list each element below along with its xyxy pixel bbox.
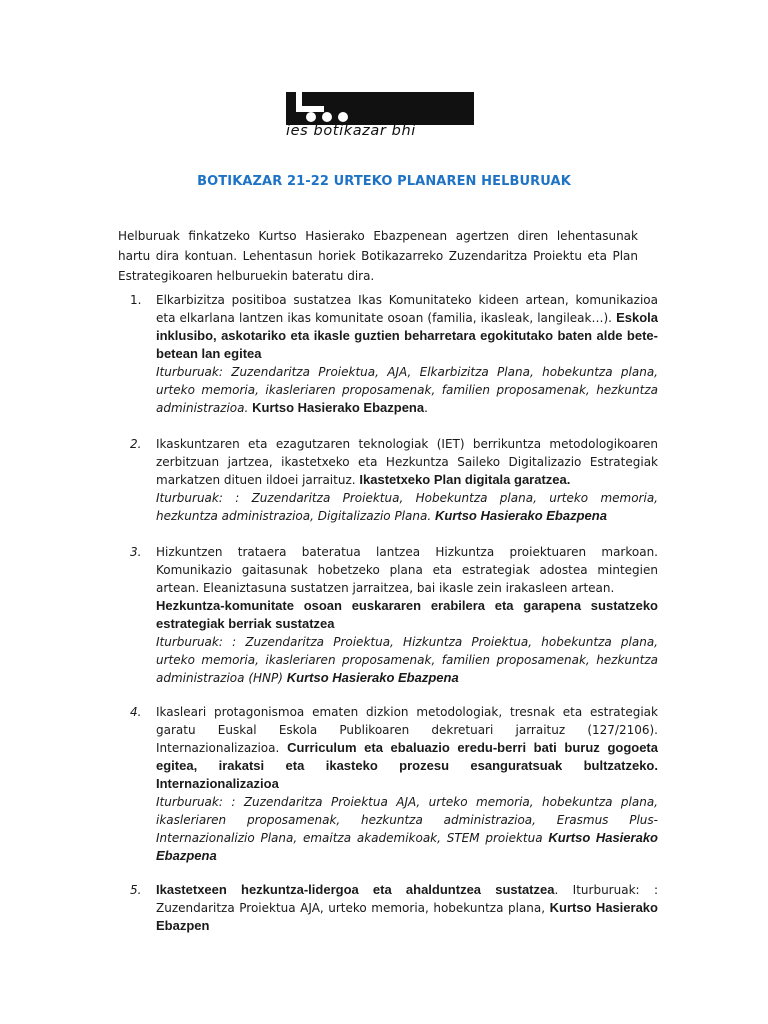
- item-reference: Kurtso Hasierako Ebazpena: [286, 670, 459, 685]
- item-reference-end: .: [424, 401, 428, 415]
- document-title: BOTIKAZAR 21-22 URTEKO PLANAREN HELBURUAK: [197, 174, 571, 189]
- item-sources: Iturburuak: : Zuzendaritza Proiektua, Hizkuntza Proiektua, hobekuntza plana, urteko memoria, ikasleriaren proposamenak, familien proposamenak, hezkuntza administrazioa (HNP): [156, 635, 658, 685]
- item-goal: Eskola inklusibo, askotariko eta ikasle guztien beharretara egokitutako baten alde bete-betean lan egitea: [156, 310, 658, 361]
- item-sources: . Iturburuak: : Zuzendaritza Proiektua AJA, urteko memoria, hobekuntza plana,: [156, 883, 658, 915]
- item-sources: Iturburuak: : Zuzendaritza Proiektua AJA, urteko memoria, hobekuntza plana, ikasleriaren proposamenak, hezkuntza administrazioa, Erasmus Plus-Internazionalizio Plana, emaitza akademikoak, STEM proiektua: [156, 795, 658, 845]
- item-goal: Ikastetxeen hezkuntza-lidergoa eta ahalduntzea sustatzea: [156, 882, 555, 897]
- item-text: Hizkuntzen trataera bateratua lantzea Hizkuntza proiektuaren markoan. Komunikazio gaitasunak hobetzeko plana eta estrategiak adostea mintegien artean. Eleaniztasuna sustatzen jarraitzea, bai ikasle zein irakasleen artean.: [156, 545, 658, 595]
- logo-dot: [322, 112, 332, 122]
- item-number: 2.: [130, 437, 142, 451]
- item-reference: Kurtso Hasierako Ebazpena: [252, 400, 425, 415]
- item-text: Ikaskuntzaren eta ezagutzaren teknologiak (IET) berrikuntza metodologikoaren zerbitzuan jartzea, ikastetxeko eta Hezkuntza Saileko Digitalizazio Estrategiak markatzen dituen ildoei jarraituz.: [156, 437, 658, 487]
- item-goal: Ikastetxeko Plan digitala garatzea.: [359, 472, 571, 487]
- item-sources: Iturburuak: Zuzendaritza Proiektua, AJA, Elkarbizitza Plana, hobekuntza plana, urteko memoria, ikasleriaren proposamenak, familien proposamenak, hezkuntza administrazioa.: [156, 365, 658, 415]
- item-goal: Hezkuntza-komunitate osoan euskararen erabilera eta garapena sustatzeko estrategiak berriak sustatzea: [156, 598, 658, 631]
- item-reference: Kurtso Hasierako Ebazpena: [434, 508, 607, 523]
- item-text: Ikasleari protagonismoa ematen dizkion metodologiak, tresnak eta estrategiak garatu Euskal Eskola Publikoaren dekretuari jarraituz (127/2106). Internazionalizazioa.: [156, 705, 658, 755]
- item-number: 5.: [130, 883, 142, 897]
- school-logo: [286, 92, 474, 140]
- logo-dot: [306, 112, 316, 122]
- item-number: 1.: [130, 293, 142, 307]
- item-reference: Kurtso Hasierako Ebazpen: [156, 900, 658, 933]
- item-text: Elkarbizitza positiboa sustatzea Ikas Komunitateko kideen artean, komunikazioa eta elkarlana lantzen ikas komunitate osoan (familia, ikasleak, langileak…).: [156, 293, 658, 325]
- item-number: 4.: [130, 705, 142, 719]
- item-reference: Kurtso Hasierako Ebazpena: [156, 830, 658, 863]
- item-goal: Curriculum eta ebaluazio eredu-berri bati buruz gogoeta egitea, irakatsi eta ikasteko prozesu esanguratsuak bultzatzeko. Internazionalizazioa: [156, 740, 658, 791]
- item-sources: Iturburuak: : Zuzendaritza Proiektua, Hobekuntza plana, urteko memoria, hezkuntza administrazioa, Digitalizazio Plana.: [156, 491, 658, 523]
- logo-dot: [338, 112, 348, 122]
- logo-text: ies botikazar bhi: [286, 123, 416, 139]
- intro-paragraph: Helburuak finkatzeko Kurtso Hasierako Ebazpenean agertzen diren lehentasunak hartu dira kontuan. Lehentasun horiek Botikazarreko Zuzendaritza Proiektu eta Plan Estrategikoaren helburuekin bateratu dira.: [118, 229, 638, 283]
- item-number: 3.: [130, 545, 142, 559]
